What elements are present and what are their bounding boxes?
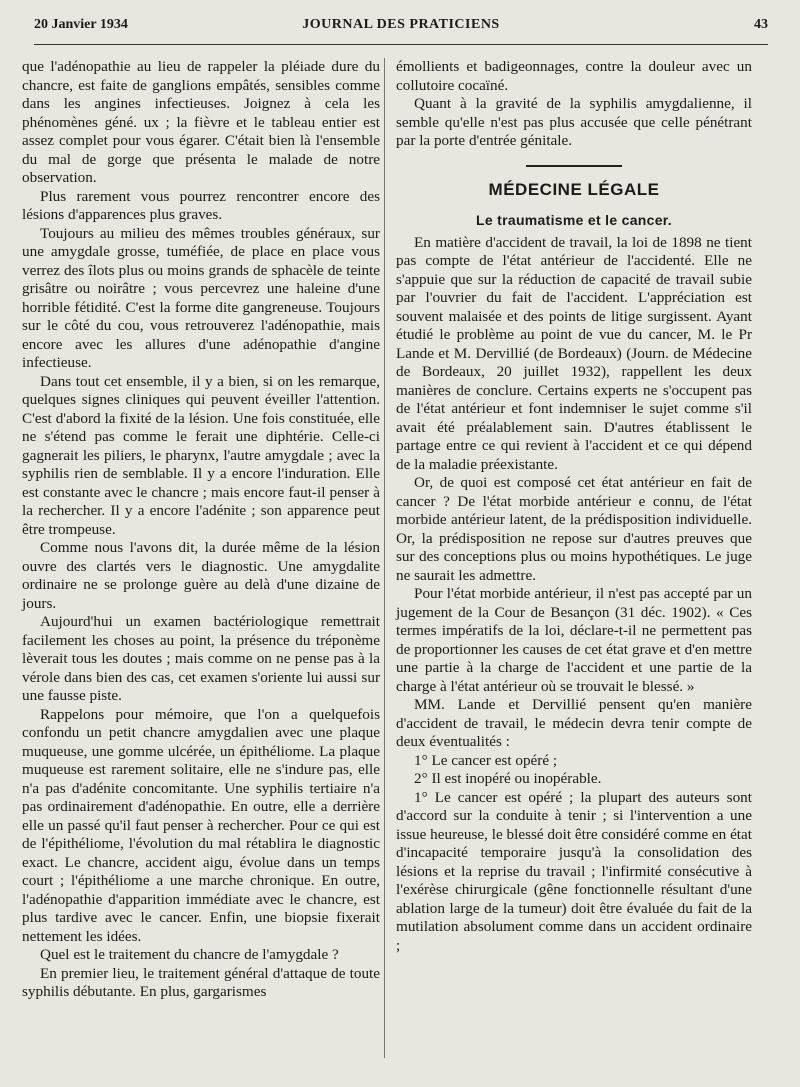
header-date: 20 Janvier 1934 xyxy=(34,17,128,32)
paragraph: Comme nous l'avons dit, la durée même de la lésion ouvre des clartés vers le diagnostic. Une amygdalite ordinaire ne se prolonge guère au delà d'une dizaine de jours. xyxy=(22,539,380,612)
paragraph: 1° Le cancer est opéré ; la plupart des auteurs sont d'accord sur la conduite à tenir ; si l'intervention a une issue heureuse, le blessé doit être considéré comme en état d'incapacité temporaire jusqu'à la consolidation des lésions et la reprise du travail ; l'infirmité consécutive à l'exérèse chirurgicale (gêne fonctionnelle résultant d'une ablation large de la tumeur) doit être évaluée du fait de la mutilation absolument comme dans un accident ordinaire ; xyxy=(396,788,752,954)
paragraph: Quant à la gravité de la syphilis amygdalienne, il semble qu'elle n'est pas plus accusée que celle pénétrant par la porte d'entrée génitale. xyxy=(396,95,752,149)
paragraph: Rappelons pour mémoire, que l'on a quelquefois confondu un petit chancre amygdalien avec une plaque muqueuse, une gomme ulcérée, un épithéliome. La plaque muqueuse est rarement solitaire, elle ne s'indure pas, elle n'a pas d'adénite concomitante. Une syphilis tertiaire n'a pas ordinairement d'adénopathie. En outre, elle a derrière elle un passé qu'il faut penser à rechercher. Pour ce qui est de l'épithéliome, l'évolution du mal rétablira le diagnostic exact. Le chancre, accident aigu, évolue dans un temps court ; l'épithéliome a une marche chronique. En outre, l'adénopathie d'apparition immédiate avec le chancre, est plus tardive avec le cancer. Enfin, une biopsie fixerait nettement les idées. xyxy=(22,705,380,945)
paragraph: Toujours au milieu des mêmes troubles généraux, sur une amygdale grosse, tuméfiée, de place en place vous verrez des îlots plus ou moins grands de sphacèle de teinte grisâtre ou noirâtre ; vous percevrez une haleine d'une horrible fétidité. C'est la forme dite gangreneuse. Toujours sur le côté du cou, vous retrouverez l'adénopathie, mais encore avec les allures d'une adénopathie d'angine infectieuse. xyxy=(22,224,380,371)
paragraph: émollients et badigeonnages, contre la douleur avec un collutoire cocaïné. xyxy=(396,58,752,94)
paragraph: En matière d'accident de travail, la loi de 1898 ne tient pas compte de l'état antérieur de l'accidenté. Elle ne s'appuie que sur la réduction de capacité de travail subie par l'ouvrier du fait de l'accident. L'appréciation est souvent malaisée et des points de litige surgissent. Ayant étudié le problème au point de vue du cancer, M. le Pr Lande et M. Dervillié (de Bordeaux) (Journ. de Médecine de Bordeaux, 20 juillet 1932), rappellent les deux manières de conclure. Certains experts ne s'occupent pas de l'état antérieur et font indemniser le sujet comme s'il avait été préalablement sain. D'autres établissent le partage entre ce qui revient à l'accident et ce qui dépend de la maladie préexistante. xyxy=(396,233,752,473)
paragraph: Dans tout cet ensemble, il y a bien, si on les remarque, quelques signes cliniques qui peuvent éveiller l'attention. C'est d'abord la fixité de la lésion. Une fois constituée, elle ne s'étend pas comme le ferait une diphtérie. Celle-ci gagnerait les piliers, le pharynx, l'autre amygdale ; avec la syphilis rien de semblable. Il y a encore l'induration. Elle est constante avec le chancre ; mais encore faut-il penser à la rechercher. Il y a encore l'adénite ; son apparence peut être trompeuse. xyxy=(22,372,380,538)
section-rule xyxy=(526,165,622,167)
paragraph: En premier lieu, le traitement général d'attaque de toute syphilis débutante. En plus, gargarismes xyxy=(22,964,380,1000)
column-divider xyxy=(384,58,385,1058)
right-column xyxy=(396,58,752,955)
journal-title: JOURNAL DES PRATICIENS xyxy=(302,17,500,32)
paragraph: Or, de quoi est composé cet état antérieur en fait de cancer ? De l'état morbide antérieur e connu, de l'état morbide antérieur latent, de la prédisposition individuelle. Or, la prédisposition ne repose sur d'autres preuves que sur des conceptions plus ou moins hypothétiques. Le juge ne saurait les admettre. xyxy=(396,474,752,584)
list-item: 2° Il est inopéré ou inopérable. xyxy=(414,770,602,787)
section-title: MÉDECINE LÉGALE xyxy=(488,179,660,199)
list-item: 1° Le cancer est opéré ; xyxy=(414,751,558,769)
article-title: Le traumatisme et le cancer. xyxy=(476,212,672,228)
page-number: 43 xyxy=(754,17,768,32)
paragraph: Aujourd'hui un examen bactériologique remettrait facilement les choses au point, la présence du tréponème lèverait tous les doutes ; mais comme on ne pense pas à la vérole dans bien des cas, cet examen s'oriente lui aussi sur une fausse piste. xyxy=(22,613,380,704)
paragraph: que l'adénopathie au lieu de rappeler la pléiade dure du chancre, est faite de ganglions empâtés, sensibles comme dans les angines infectieuses. Joignez à cela les phénomènes géné. ux ; la fièvre et le tableau entier est assez complet pour vous égarer. C'était bien là l'ensemble du mal de gorge que présenta le malade de notre observation. xyxy=(22,58,380,186)
left-column xyxy=(22,58,380,1002)
paragraph: MM. Lande et Dervillié pensent qu'en manière d'accident de travail, le médecin devra tenir compte de deux éventualités : xyxy=(396,696,752,750)
paragraph: Plus rarement vous pourrez rencontrer encore des lésions d'apparences plus graves. xyxy=(22,187,380,223)
running-header xyxy=(34,14,768,45)
paragraph: Quel est le traitement du chancre de l'amygdale ? xyxy=(40,946,339,963)
paragraph: Pour l'état morbide antérieur, il n'est pas accepté par un jugement de la Cour de Besançon (31 déc. 1902). « Ces termes impératifs de la loi, déclare-t-il ne permettent pas de proportionner les causes de cet état grave et d'en mettre une partie à la charge de l'accident et une partie de la charge à l'état antérieur où se trouvait le blessé. » xyxy=(396,585,752,695)
